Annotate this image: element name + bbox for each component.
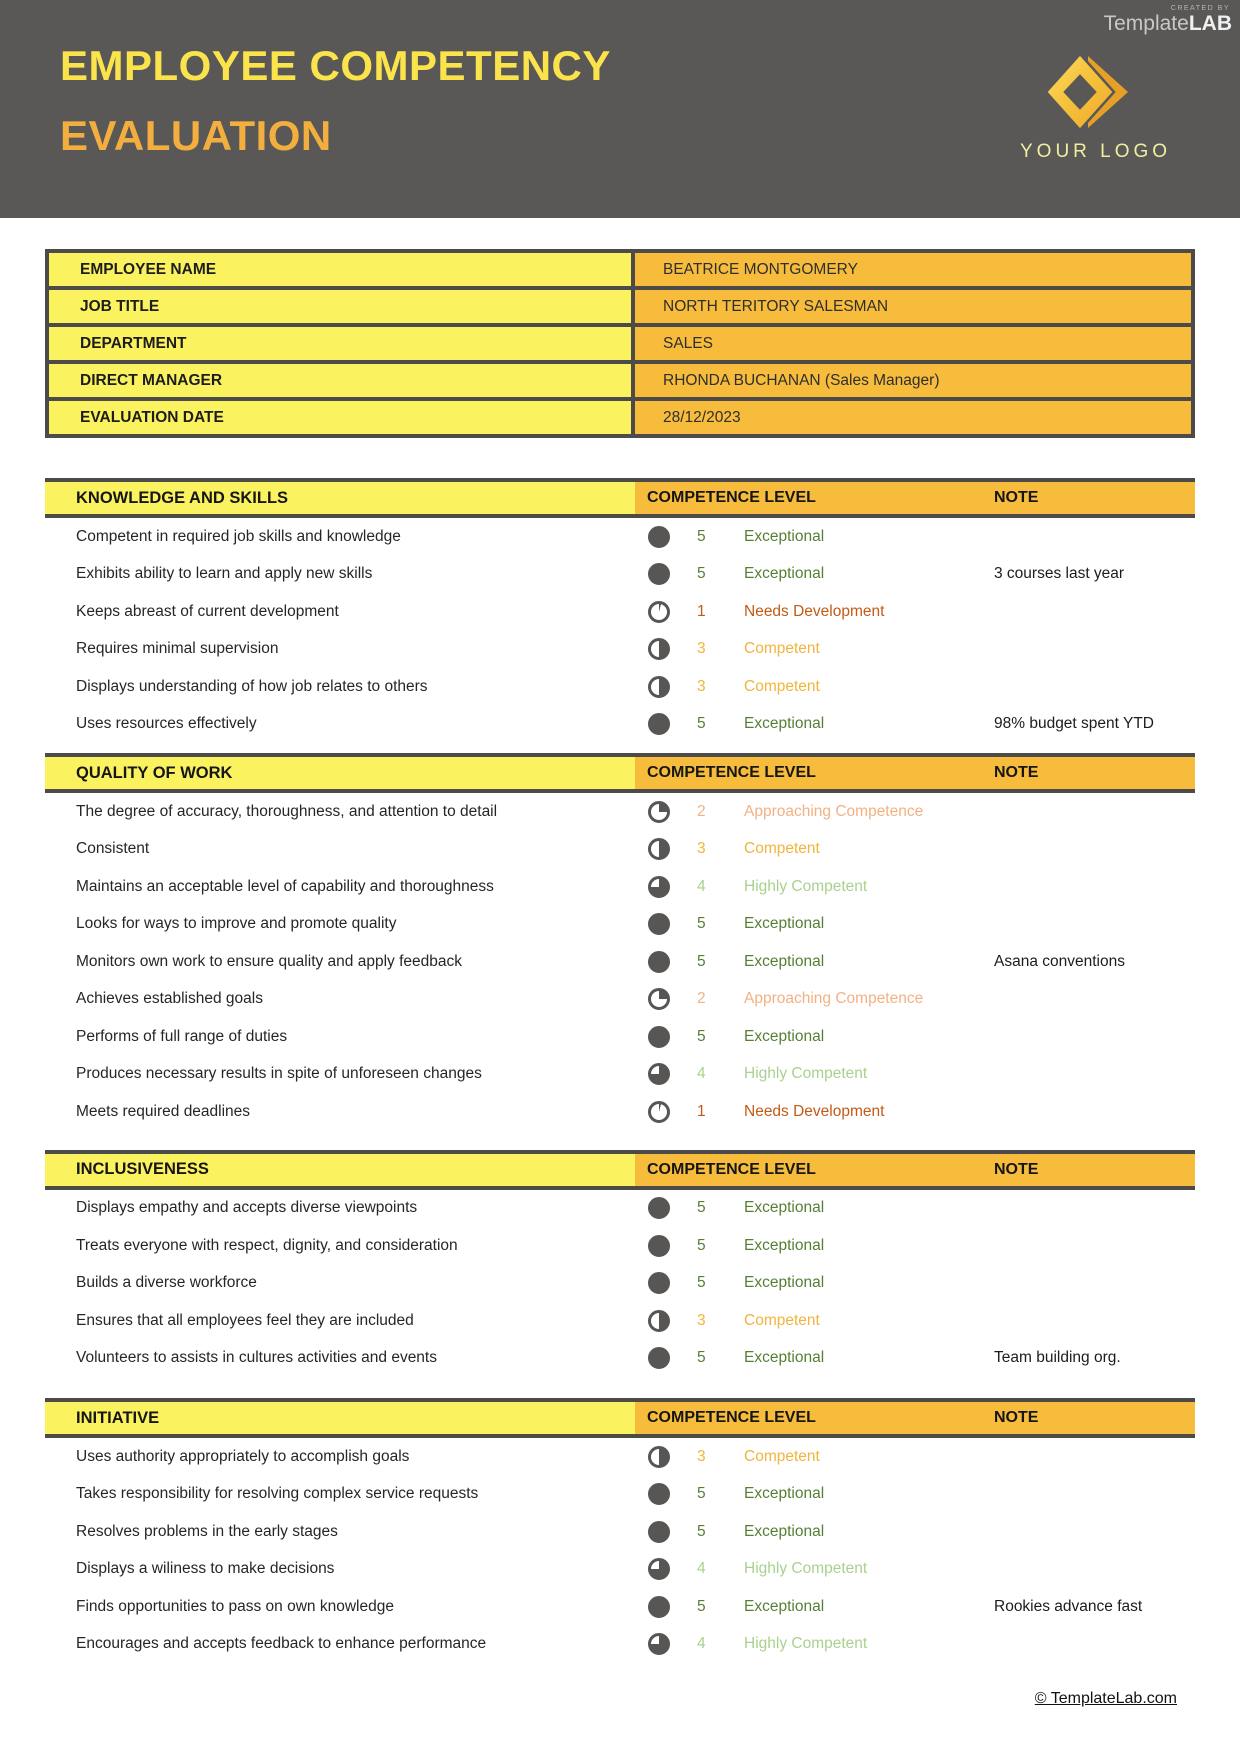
evaluation-row	[45, 981, 1195, 1019]
evaluation-row	[45, 1302, 1195, 1340]
competence-level-column-header: COMPETENCE LEVEL	[647, 764, 816, 781]
competence-label: Competent	[744, 1447, 820, 1465]
evaluation-row	[45, 631, 1195, 669]
criterion-text: Volunteers to assists in cultures activities and events	[76, 1349, 437, 1367]
competence-score: 2	[697, 990, 706, 1008]
competence-label: Approaching Competence	[744, 802, 924, 820]
competence-label: Needs Development	[744, 602, 885, 620]
competence-label: Exceptional	[744, 715, 825, 733]
page-title-line2: EVALUATION	[60, 112, 332, 159]
competence-pie-icon	[648, 1197, 670, 1219]
competence-pie-icon	[648, 1521, 670, 1543]
competence-label: Exceptional	[744, 565, 825, 583]
competence-score: 2	[697, 802, 706, 820]
templatelab-brand	[1104, 5, 1232, 34]
criterion-text: Exhibits ability to learn and apply new skills	[76, 565, 373, 583]
competence-label: Highly Competent	[744, 1065, 868, 1083]
competence-pie-icon	[648, 526, 670, 548]
competence-label: Exceptional	[744, 952, 825, 970]
competence-label: Highly Competent	[744, 1635, 868, 1653]
evaluation-row	[45, 1476, 1195, 1514]
competence-label: Exceptional	[744, 527, 825, 545]
competence-score: 3	[697, 640, 706, 658]
criterion-text: Looks for ways to improve and promote quality	[76, 915, 397, 933]
evaluation-row	[45, 1227, 1195, 1265]
criterion-text: Meets required deadlines	[76, 1102, 251, 1120]
evaluation-row	[45, 1513, 1195, 1551]
evaluation-row	[45, 906, 1195, 944]
info-row	[49, 364, 1191, 401]
note-text: 98% budget spent YTD	[994, 715, 1154, 733]
competence-label: Highly Competent	[744, 1560, 868, 1578]
competence-pie-icon	[648, 876, 670, 898]
competence-label: Exceptional	[744, 1199, 825, 1217]
competence-pie-icon	[648, 801, 670, 823]
competence-pie-icon	[648, 713, 670, 735]
competence-score: 5	[697, 715, 706, 733]
competence-label: Exceptional	[744, 1349, 825, 1367]
page-title-line1: EMPLOYEE COMPETENCY	[60, 42, 611, 89]
info-label: JOB TITLE	[49, 290, 635, 323]
info-row	[49, 290, 1191, 327]
note-text: Team building org.	[994, 1349, 1121, 1367]
criterion-text: Requires minimal supervision	[76, 640, 279, 658]
note-text: Asana conventions	[994, 952, 1125, 970]
competence-score: 5	[697, 1349, 706, 1367]
competence-score: 5	[697, 1522, 706, 1540]
competence-pie-icon	[648, 563, 670, 585]
diamond-logo-icon	[1042, 52, 1134, 132]
competence-pie-icon	[648, 951, 670, 973]
evaluation-row	[45, 1340, 1195, 1378]
competence-score: 3	[697, 840, 706, 858]
page-title	[60, 42, 611, 160]
competence-pie-icon	[648, 1272, 670, 1294]
competence-pie-icon	[648, 988, 670, 1010]
employee-info-table	[45, 249, 1195, 438]
competence-pie-icon	[648, 1483, 670, 1505]
info-value: BEATRICE MONTGOMERY	[635, 253, 1191, 286]
evaluation-sections	[0, 478, 1240, 1663]
competence-score: 4	[697, 1560, 706, 1578]
competence-score: 5	[697, 1199, 706, 1217]
competence-pie-icon	[648, 913, 670, 935]
info-row	[49, 327, 1191, 364]
competence-score: 3	[697, 1311, 706, 1329]
competence-pie-icon	[648, 1063, 670, 1085]
info-row	[49, 253, 1191, 290]
criterion-text: Uses authority appropriately to accomplish goals	[76, 1447, 410, 1465]
criterion-text: Displays a wiliness to make decisions	[76, 1560, 335, 1578]
competence-score: 5	[697, 1027, 706, 1045]
competence-pie-icon	[648, 1101, 670, 1123]
info-value: SALES	[635, 327, 1191, 360]
competence-label: Exceptional	[744, 1236, 825, 1254]
competence-label: Competent	[744, 677, 820, 695]
competence-score: 5	[697, 1597, 706, 1615]
competence-pie-icon	[648, 601, 670, 623]
created-by-label: CREATED BY	[1170, 5, 1230, 12]
criterion-text: Displays empathy and accepts diverse viewpoints	[76, 1199, 418, 1217]
competence-label: Highly Competent	[744, 877, 868, 895]
competence-pie-icon	[648, 1347, 670, 1369]
criterion-text: Ensures that all employees feel they are included	[76, 1311, 414, 1329]
competence-label: Exceptional	[744, 1274, 825, 1292]
competence-score: 4	[697, 877, 706, 895]
info-value: NORTH TERITORY SALESMAN	[635, 290, 1191, 323]
info-label: EVALUATION DATE	[49, 401, 635, 434]
competence-pie-icon	[648, 1596, 670, 1618]
note-column-header: NOTE	[994, 1409, 1039, 1426]
your-logo-label: YOUR LOGO	[1020, 141, 1172, 162]
note-column-header: NOTE	[994, 764, 1039, 781]
competence-score: 5	[697, 1485, 706, 1503]
criterion-text: Monitors own work to ensure quality and apply feedback	[76, 952, 462, 970]
competence-pie-icon	[648, 676, 670, 698]
section-header	[45, 1398, 1195, 1438]
evaluation-row	[45, 793, 1195, 831]
competence-label: Exceptional	[744, 915, 825, 933]
competence-score: 5	[697, 565, 706, 583]
criterion-text: Uses resources effectively	[76, 715, 257, 733]
evaluation-row	[45, 1056, 1195, 1094]
evaluation-row	[45, 593, 1195, 631]
brand-lab-text: LAB	[1188, 12, 1232, 35]
note-column-header: NOTE	[994, 1160, 1039, 1178]
evaluation-row	[45, 518, 1195, 556]
criterion-text: Encourages and accepts feedback to enhance performance	[76, 1635, 487, 1653]
section-header	[45, 753, 1195, 793]
templatelab-logo-text	[1104, 13, 1232, 34]
competence-label: Needs Development	[744, 1102, 885, 1120]
criterion-text: Competent in required job skills and knowledge	[76, 527, 401, 545]
competence-score: 5	[697, 952, 706, 970]
evaluation-row	[45, 556, 1195, 594]
section-header	[45, 1150, 1195, 1190]
competence-level-column-header: COMPETENCE LEVEL	[647, 1409, 816, 1426]
evaluation-row	[45, 943, 1195, 981]
competence-label: Exceptional	[744, 1522, 825, 1540]
info-label: DEPARTMENT	[49, 327, 635, 360]
competence-score: 5	[697, 915, 706, 933]
evaluation-row	[45, 1093, 1195, 1131]
evaluation-row	[45, 706, 1195, 744]
competence-score: 5	[697, 1274, 706, 1292]
section-title: QUALITY OF WORK	[45, 757, 635, 789]
competence-label: Competent	[744, 640, 820, 658]
competence-score: 3	[697, 677, 706, 695]
evaluation-row	[45, 1265, 1195, 1303]
competence-score: 1	[697, 1102, 706, 1120]
section-quality-of-work	[45, 753, 1195, 1131]
competence-pie-icon	[648, 838, 670, 860]
competence-level-column-header: COMPETENCE LEVEL	[647, 489, 816, 506]
section-inclusiveness	[45, 1150, 1195, 1378]
page-footer	[0, 1690, 1177, 1708]
evaluation-row	[45, 868, 1195, 906]
section-title: KNOWLEDGE AND SKILLS	[45, 482, 635, 514]
evaluation-row	[45, 1626, 1195, 1664]
section-initiative	[45, 1398, 1195, 1663]
criterion-text: Produces necessary results in spite of unforeseen changes	[76, 1065, 482, 1083]
competence-label: Exceptional	[744, 1485, 825, 1503]
page-header	[0, 0, 1240, 218]
note-text: 3 courses last year	[994, 565, 1125, 583]
note-column-header: NOTE	[994, 489, 1039, 506]
criterion-text: Achieves established goals	[76, 990, 263, 1008]
criterion-text: Resolves problems in the early stages	[76, 1522, 338, 1540]
competence-score: 5	[697, 1236, 706, 1254]
info-label: EMPLOYEE NAME	[49, 253, 635, 286]
competence-label: Exceptional	[744, 1027, 825, 1045]
competence-score: 3	[697, 1447, 706, 1465]
info-row	[49, 401, 1191, 434]
criterion-text: Maintains an acceptable level of capability and thoroughness	[76, 877, 494, 895]
section-title: INITIATIVE	[45, 1402, 635, 1434]
competence-pie-icon	[648, 1633, 670, 1655]
section-knowledge-and-skills	[45, 478, 1195, 743]
criterion-text: Builds a diverse workforce	[76, 1274, 257, 1292]
competence-pie-icon	[648, 1026, 670, 1048]
evaluation-row	[45, 831, 1195, 869]
competence-score: 1	[697, 602, 706, 620]
criterion-text: Consistent	[76, 840, 150, 858]
evaluation-row	[45, 1588, 1195, 1626]
competence-label: Approaching Competence	[744, 990, 924, 1008]
criterion-text: Performs of full range of duties	[76, 1027, 288, 1045]
competence-score: 4	[697, 1635, 706, 1653]
competence-pie-icon	[648, 638, 670, 660]
evaluation-row	[45, 1190, 1195, 1228]
evaluation-row	[45, 1551, 1195, 1589]
section-title: INCLUSIVENESS	[45, 1154, 635, 1186]
criterion-text: Treats everyone with respect, dignity, and consideration	[76, 1236, 458, 1254]
competence-pie-icon	[648, 1446, 670, 1468]
competence-label: Exceptional	[744, 1597, 825, 1615]
criterion-text: The degree of accuracy, thoroughness, and attention to detail	[76, 802, 498, 820]
competence-label: Competent	[744, 840, 820, 858]
competence-pie-icon	[648, 1235, 670, 1257]
competence-pie-icon	[648, 1558, 670, 1580]
info-value: RHONDA BUCHANAN (Sales Manager)	[635, 364, 1191, 397]
criterion-text: Displays understanding of how job relates to others	[76, 677, 428, 695]
templatelab-link[interactable]: © TemplateLab.com	[1034, 1690, 1177, 1707]
note-text: Rookies advance fast	[994, 1597, 1143, 1615]
competence-level-column-header: COMPETENCE LEVEL	[647, 1160, 816, 1178]
brand-template-text: Template	[1103, 12, 1189, 35]
criterion-text: Finds opportunities to pass on own knowledge	[76, 1597, 394, 1615]
section-header	[45, 478, 1195, 518]
competence-score: 5	[697, 527, 706, 545]
competence-score: 4	[697, 1065, 706, 1083]
evaluation-row	[45, 1018, 1195, 1056]
competence-pie-icon	[648, 1310, 670, 1332]
info-label: DIRECT MANAGER	[49, 364, 635, 397]
company-logo	[1020, 52, 1172, 163]
criterion-text: Keeps abreast of current development	[76, 602, 339, 620]
evaluation-row	[45, 668, 1195, 706]
competence-label: Competent	[744, 1311, 820, 1329]
info-value: 28/12/2023	[635, 401, 1191, 434]
evaluation-row	[45, 1438, 1195, 1476]
criterion-text: Takes responsibility for resolving complex service requests	[76, 1485, 479, 1503]
